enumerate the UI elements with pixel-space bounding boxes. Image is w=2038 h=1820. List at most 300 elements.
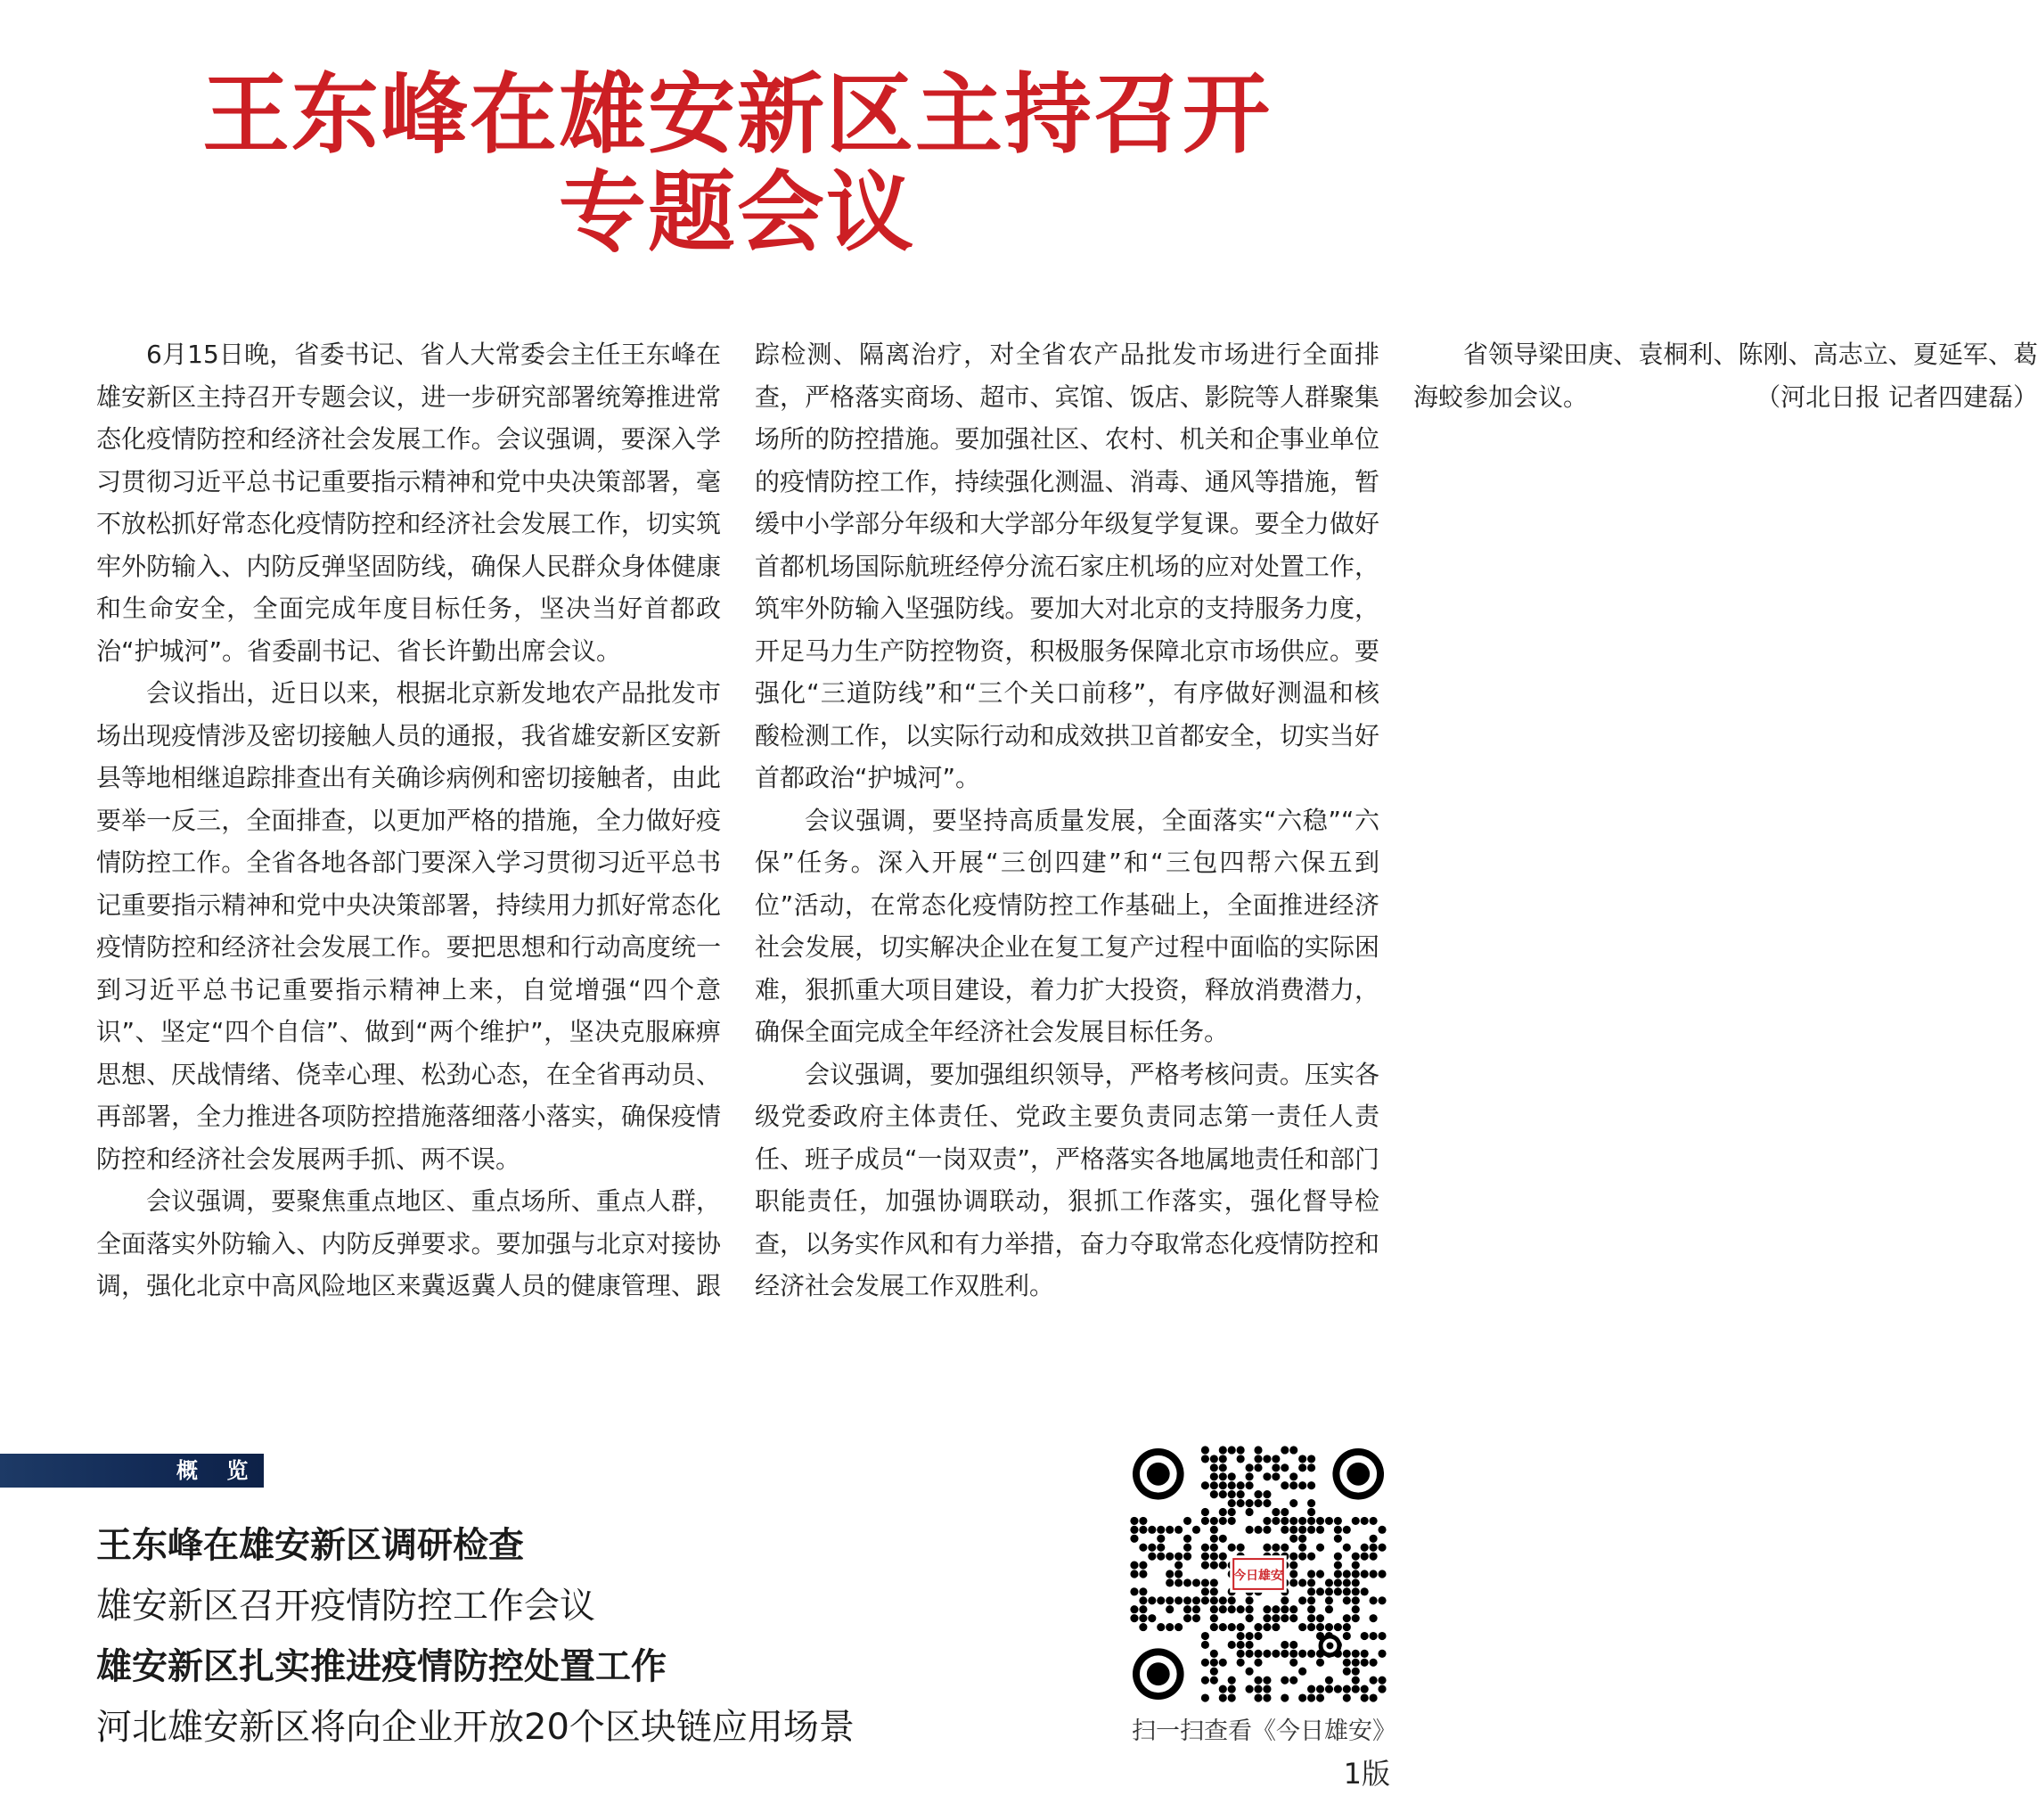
qr-module (1298, 1481, 1306, 1489)
qr-module (1183, 1578, 1191, 1586)
qr-module (1254, 1677, 1262, 1685)
qr-module (1210, 1562, 1218, 1570)
qr-module (1254, 1659, 1262, 1667)
qr-module (1352, 1578, 1360, 1586)
qr-module (1325, 1587, 1333, 1595)
qr-module (1307, 1623, 1315, 1631)
qr-module (1334, 1526, 1342, 1534)
qr-module (1130, 1535, 1138, 1543)
overview-list (96, 1515, 855, 1758)
qr-module (1281, 1596, 1289, 1604)
qr-module (1289, 1481, 1297, 1489)
qr-module (1307, 1517, 1315, 1525)
qr-module (1281, 1641, 1289, 1649)
qr-module (1175, 1596, 1183, 1604)
qr-module (1307, 1614, 1315, 1622)
qr-module (1352, 1685, 1360, 1693)
qr-module (1352, 1587, 1360, 1595)
closing-text: 省领导梁田庚、袁桐利、陈刚、高志立、夏延军、葛海蛟参加会议。 (1413, 340, 2038, 412)
qr-module (1237, 1641, 1245, 1649)
qr-module (1254, 1499, 1262, 1507)
qr-module (1246, 1463, 1254, 1472)
qr-module (1219, 1535, 1227, 1543)
qr-module (1157, 1623, 1165, 1631)
qr-module (1370, 1693, 1378, 1701)
byline: （河北日报 记者四建磊） (1756, 381, 2038, 412)
qr-module (1228, 1685, 1236, 1693)
qr-module (1289, 1499, 1297, 1507)
qr-module (1139, 1570, 1147, 1578)
qr-module (1325, 1605, 1333, 1613)
qr-module (1201, 1587, 1209, 1595)
qr-module (1192, 1605, 1200, 1613)
qr-module (1246, 1605, 1254, 1613)
qr-module (1352, 1650, 1360, 1658)
qr-module (1139, 1526, 1147, 1534)
qr-module (1157, 1544, 1165, 1552)
qr-module (1281, 1446, 1289, 1454)
qr-module (1210, 1526, 1218, 1534)
qr-module (1307, 1481, 1315, 1489)
qr-module (1166, 1605, 1174, 1613)
qr-module (1289, 1677, 1297, 1685)
qr-module (1361, 1570, 1369, 1578)
qr-module (1228, 1641, 1236, 1649)
qr-module (1210, 1605, 1218, 1613)
qr-module (1307, 1605, 1315, 1613)
qr-module (1325, 1596, 1333, 1604)
headline (0, 63, 1474, 264)
qr-module (1166, 1553, 1174, 1561)
qr-module (1298, 1596, 1306, 1604)
qr-module (1246, 1499, 1254, 1507)
qr-module (1370, 1614, 1378, 1622)
qr-module (1228, 1544, 1236, 1552)
qr-module (1378, 1544, 1386, 1552)
qr-module (1201, 1446, 1209, 1454)
page-number: 1版 (1343, 1757, 1390, 1791)
qr-module (1201, 1455, 1209, 1463)
qr-module (1201, 1508, 1209, 1516)
qr-module (1298, 1526, 1306, 1534)
qr-module (1183, 1614, 1191, 1622)
qr-module (1183, 1605, 1191, 1613)
qr-module (1298, 1463, 1306, 1472)
qr-module (1325, 1623, 1333, 1631)
qr-module (1157, 1596, 1165, 1604)
qr-module (1343, 1544, 1351, 1552)
qr-module (1316, 1526, 1324, 1534)
qr-module (1246, 1632, 1254, 1640)
qr-module (1246, 1526, 1254, 1534)
qr-module (1263, 1693, 1271, 1701)
qr-module (1210, 1596, 1218, 1604)
qr-module (1263, 1490, 1271, 1498)
qr-module (1192, 1614, 1200, 1622)
qr-module (1343, 1587, 1351, 1595)
qr-module (1263, 1685, 1271, 1693)
qr-module (1237, 1499, 1245, 1507)
qr-module (1298, 1668, 1306, 1676)
qr-module (1130, 1562, 1138, 1570)
qr-module (1281, 1526, 1289, 1534)
qr-module (1192, 1526, 1200, 1534)
qr-module (1254, 1650, 1262, 1658)
qr-module (1263, 1517, 1271, 1525)
qr-module (1289, 1659, 1297, 1667)
qr-module (1183, 1553, 1191, 1561)
qr-module (1237, 1544, 1245, 1552)
qr-module (1272, 1508, 1280, 1516)
qr-module (1237, 1650, 1245, 1658)
qr-module (1148, 1526, 1156, 1534)
overview-item[interactable]: 王东峰在雄安新区调研检查 (96, 1525, 524, 1566)
qr-module (1272, 1455, 1280, 1463)
qr-module (1378, 1570, 1386, 1578)
qr-module (1148, 1544, 1156, 1552)
qr-module (1343, 1650, 1351, 1658)
qr-module (1130, 1570, 1138, 1578)
qr-module (1316, 1659, 1324, 1667)
qr-module (1307, 1499, 1315, 1507)
qr-module (1281, 1481, 1289, 1489)
qr-module (1254, 1455, 1262, 1463)
qr-module (1334, 1578, 1342, 1586)
qr-module (1343, 1578, 1351, 1586)
qr-module (1343, 1659, 1351, 1667)
qr-module (1370, 1659, 1378, 1667)
article-body (96, 333, 2038, 1348)
qr-module (1148, 1596, 1156, 1604)
qr-module (1289, 1605, 1297, 1613)
qr-module (1316, 1693, 1324, 1701)
qr-module (1210, 1659, 1218, 1667)
qr-module (1219, 1605, 1227, 1613)
qr-module (1130, 1587, 1138, 1595)
qr-module (1361, 1650, 1369, 1658)
qr-module (1352, 1517, 1360, 1525)
qr-module (1343, 1623, 1351, 1631)
qr-module (1246, 1481, 1254, 1489)
qr-module (1298, 1517, 1306, 1525)
qr-module (1201, 1544, 1209, 1552)
qr-module (1228, 1677, 1236, 1685)
qr-module (1289, 1578, 1297, 1586)
qr-module (1219, 1508, 1227, 1516)
qr-module (1254, 1463, 1262, 1472)
qr-module (1228, 1490, 1236, 1498)
qr-module (1298, 1535, 1306, 1543)
qr-module (1378, 1650, 1386, 1658)
qr-module (1166, 1596, 1174, 1604)
qr-module (1254, 1446, 1262, 1454)
qr-module (1307, 1570, 1315, 1578)
qr-module (1352, 1668, 1360, 1676)
qr-module (1237, 1632, 1245, 1640)
qr-module (1281, 1614, 1289, 1622)
qr-module (1361, 1553, 1369, 1561)
qr-module (1237, 1481, 1245, 1489)
qr-module (1307, 1526, 1315, 1534)
qr-module (1139, 1517, 1147, 1525)
qr-module (1289, 1472, 1297, 1480)
qr-module (1201, 1693, 1209, 1701)
qr-module (1289, 1553, 1297, 1561)
qr-module (1254, 1623, 1262, 1631)
qr-module (1210, 1614, 1218, 1622)
qr-module (1210, 1544, 1218, 1552)
qr-module (1361, 1544, 1369, 1552)
qr-caption: 扫一扫查看《今日雄安》 (1132, 1718, 1396, 1745)
qr-module (1201, 1481, 1209, 1489)
article-closing (1413, 333, 2038, 418)
qr-module (1361, 1587, 1369, 1595)
qr-module (1219, 1596, 1227, 1604)
qr-module (1289, 1562, 1297, 1570)
qr-module (1237, 1446, 1245, 1454)
qr-module (1298, 1455, 1306, 1463)
article-paragraph: 会议指出，近日以来，根据北京新发地农产品批发市场出现疫情涉及密切接触人员的通报，我省雄安新区安新县等地相继追踪排查出有关确诊病例和密切接触者，由此要举一反三，全面排查，以更加严格的措施，全力做好疫情防控工作。全省各地各部门要深入学习贯彻习近平总书记重要指示精神和党中央决策部署，持续用力抓好常态化疫情防控和经济社会发展工作。要把思想和行动高度统一到习近平总书记重要指示精神上来，自觉增强“四个意识”、坚定“四个自信”、做到“两个维护”，坚决克服麻痹思想、厌战情绪、侥幸心理、松劲心态，在全省再动员、再部署，全力推进各项防控措施落细落小落实，确保疫情防控和经济社会发展两手抓、两不误。 (96, 678, 721, 1174)
qr-module (1219, 1472, 1227, 1480)
qr-module (1289, 1570, 1297, 1578)
qr-module (1361, 1659, 1369, 1667)
qr-module (1263, 1455, 1271, 1463)
qr-module (1228, 1472, 1236, 1480)
qr-module (1316, 1587, 1324, 1595)
qr-module (1254, 1693, 1262, 1701)
overview-item[interactable]: 雄安新区扎实推进疫情防控处置工作 (96, 1646, 667, 1687)
qr-module (1378, 1526, 1386, 1534)
qr-module (1210, 1455, 1218, 1463)
qr-module (1228, 1517, 1236, 1525)
qr-module (1183, 1517, 1191, 1525)
qr-module (1272, 1614, 1280, 1622)
qr-module (1130, 1605, 1138, 1613)
article-paragraph: 会议强调，要坚持高质量发展，全面落实“六稳”“六保”任务。深入开展“三创四建”和“三包四帮六保五到位”活动，在常态化疫情防控工作基础上，全面推进经济社会发展，切实解决企业在复工复产过程中面临的实际困难，狠抓重大项目建设，着力扩大投资，释放消费潜力，确保全面完成全年经济社会发展目标任务。 (755, 805, 1379, 1046)
qr-module (1281, 1517, 1289, 1525)
qr-module (1201, 1553, 1209, 1561)
qr-module (1192, 1596, 1200, 1604)
qr-module (1246, 1685, 1254, 1693)
qr-module (1246, 1472, 1254, 1480)
headline-line-1: 王东峰在雄安新区主持召开 (201, 63, 1272, 166)
qr-module (1219, 1490, 1227, 1498)
qr-module (1228, 1508, 1236, 1516)
qr-module (1352, 1596, 1360, 1604)
qr-module (1263, 1526, 1271, 1534)
qr-module (1157, 1553, 1165, 1561)
qr-module (1281, 1693, 1289, 1701)
qr-module (1281, 1650, 1289, 1658)
qr-module (1307, 1693, 1315, 1701)
qr-module (1228, 1605, 1236, 1613)
qr-module (1219, 1659, 1227, 1667)
qr-module (1201, 1562, 1209, 1570)
qr-module (1334, 1517, 1342, 1525)
qr-module (1139, 1614, 1147, 1622)
qr-module (1130, 1517, 1138, 1525)
qr-module (1210, 1472, 1218, 1480)
qr-module (1228, 1693, 1236, 1701)
qr-module (1378, 1685, 1386, 1693)
qr-module (1210, 1490, 1218, 1498)
qr-module (1343, 1632, 1351, 1640)
qr-module (1343, 1685, 1351, 1693)
qr-module (1281, 1544, 1289, 1552)
qr-module (1148, 1614, 1156, 1622)
qr-module (1130, 1526, 1138, 1534)
qr-module (1316, 1517, 1324, 1525)
qr-module (1307, 1553, 1315, 1561)
qr-module (1289, 1650, 1297, 1658)
qr-module (1166, 1526, 1174, 1534)
qr-module (1210, 1587, 1218, 1595)
qr-module (1343, 1526, 1351, 1534)
qr-module (1370, 1570, 1378, 1578)
qr-module (1307, 1685, 1315, 1693)
qr-module (1210, 1463, 1218, 1472)
qr-module (1263, 1614, 1271, 1622)
qr-module (1166, 1623, 1174, 1631)
qr-module (1228, 1499, 1236, 1507)
qr-module (1352, 1562, 1360, 1570)
qr-module (1148, 1553, 1156, 1561)
qr-module (1219, 1623, 1227, 1631)
qr-module (1378, 1632, 1386, 1640)
qr-module (1237, 1623, 1245, 1631)
qr-module (1343, 1668, 1351, 1676)
qr-module (1289, 1446, 1297, 1454)
qr-module (1192, 1578, 1200, 1586)
qr-module (1272, 1463, 1280, 1472)
qr-module (1237, 1659, 1245, 1667)
qr-module (1219, 1685, 1227, 1693)
qr-module (1281, 1677, 1289, 1685)
qr-module (1370, 1596, 1378, 1604)
overview-item[interactable]: 河北雄安新区将向企业开放20个区块链应用场景 (96, 1707, 855, 1748)
qr-module (1246, 1668, 1254, 1676)
qr-module (1307, 1455, 1315, 1463)
qr-module (1139, 1605, 1147, 1613)
qr-module (1334, 1685, 1342, 1693)
qr-alignment (1319, 1635, 1342, 1658)
qr-module (1298, 1650, 1306, 1658)
qr-module (1263, 1650, 1271, 1658)
qr-module (1370, 1517, 1378, 1525)
qr-module (1139, 1544, 1147, 1552)
qr-module (1316, 1614, 1324, 1622)
qr-module (1210, 1481, 1218, 1489)
qr-module (1254, 1685, 1262, 1693)
qr-module (1219, 1553, 1227, 1561)
qr-module (1281, 1508, 1289, 1516)
qr-module (1307, 1463, 1315, 1472)
qr-code[interactable] (1130, 1446, 1387, 1702)
qr-module (1361, 1693, 1369, 1701)
qr-module (1228, 1481, 1236, 1489)
qr-module (1263, 1605, 1271, 1613)
qr-module (1352, 1570, 1360, 1578)
qr-module (1352, 1659, 1360, 1667)
overview-item[interactable]: 雄安新区召开疫情防控工作会议 (96, 1586, 595, 1627)
qr-module (1228, 1446, 1236, 1454)
qr-module (1272, 1623, 1280, 1631)
qr-module (1157, 1526, 1165, 1534)
qr-module (1228, 1623, 1236, 1631)
qr-module (1352, 1614, 1360, 1622)
qr-module (1263, 1544, 1271, 1552)
qr-module (1219, 1455, 1227, 1463)
qr-module (1201, 1677, 1209, 1685)
qr-module (1361, 1517, 1369, 1525)
qr-module (1210, 1578, 1218, 1586)
qr-module (1175, 1562, 1183, 1570)
qr-logo-text: 今日雄安 (1233, 1568, 1283, 1583)
qr-module (1281, 1605, 1289, 1613)
qr-module (1263, 1472, 1271, 1480)
qr-module (1289, 1526, 1297, 1534)
qr-module (1246, 1641, 1254, 1649)
qr-finder-top-right (1332, 1448, 1384, 1500)
qr-module (1334, 1623, 1342, 1631)
qr-module (1378, 1596, 1386, 1604)
qr-module (1219, 1481, 1227, 1489)
qr-module (1325, 1677, 1333, 1685)
qr-module (1210, 1650, 1218, 1658)
qr-module (1219, 1693, 1227, 1701)
qr-module (1378, 1677, 1386, 1685)
qr-module (1263, 1499, 1271, 1507)
qr-finder-top-left (1133, 1448, 1184, 1500)
qr-module (1175, 1623, 1183, 1631)
overview-label: 概 览 (176, 1458, 259, 1483)
qr-module (1334, 1587, 1342, 1595)
article-paragraph: 会议强调，要加强组织领导，严格考核问责。压实各级党委政府主体责任、党政主要负责同志第一责任人责任、班子成员“一岗双责”，严格落实各地属地责任和部门职能责任，加强协调联动，狠抓工作落实，强化督导检查，以务实作风和有力举措，奋力夺取常态化疫情防控和经济社会发展工作双胜利。 (755, 1059, 1380, 1300)
qr-module (1316, 1544, 1324, 1552)
qr-module (1307, 1596, 1315, 1604)
qr-module (1201, 1632, 1209, 1640)
qr-module (1361, 1685, 1369, 1693)
qr-module (1343, 1596, 1351, 1604)
qr-module (1289, 1517, 1297, 1525)
article-paragraph: 会议强调，要聚焦重点地区、重点场所、重点人群，全面落实外防输入、内防反弹要求。要加强与北京对接协调，强化北京中高风险地区来冀返冀人员的健康管理、跟踪检测、隔离治疗，对全省农产品批发市场进行全面排查，严格落实商场、超市、宾馆、饭店、影院等人群聚集场所的防控措施。要加强社区、农村、机关和企事业单位的疫情防控工作，持续强化测温、消毒、通风等措施，暂缓中小学部分年级和大学部分年级复学复课。要全力做好首都机场国际航班经停分流石家庄机场的应对处置工作，筑牢外防输入坚强防线。要加大对北京的支持服务力度，开足马力生产防控物资，积极服务保障北京市场供应。要强化“三道防线”和“三个关口前移”，有序做好测温和核酸检测工作，以实际行动和成效拱卫首都安全，切实当好首都政治“护城河”。 (96, 340, 1379, 1300)
qr-module (1166, 1570, 1174, 1578)
qr-module (1370, 1677, 1378, 1685)
qr-module (1334, 1535, 1342, 1543)
qr-module (1307, 1578, 1315, 1586)
qr-module (1325, 1685, 1333, 1693)
qr-module (1343, 1614, 1351, 1622)
qr-module (1352, 1553, 1360, 1561)
qr-module (1272, 1605, 1280, 1613)
qr-module (1343, 1570, 1351, 1578)
qr-module (1325, 1517, 1333, 1525)
qr-module (1298, 1623, 1306, 1631)
qr-module (1263, 1677, 1271, 1685)
qr-module (1325, 1578, 1333, 1586)
qr-module (1352, 1677, 1360, 1685)
qr-module (1175, 1570, 1183, 1578)
qr-module (1183, 1535, 1191, 1543)
qr-module (1272, 1517, 1280, 1525)
qr-module (1219, 1562, 1227, 1570)
qr-module (1201, 1641, 1209, 1649)
qr-module (1370, 1553, 1378, 1561)
qr-module (1307, 1508, 1315, 1516)
qr-module (1289, 1614, 1297, 1622)
qr-module (1289, 1641, 1297, 1649)
qr-module (1263, 1623, 1271, 1631)
